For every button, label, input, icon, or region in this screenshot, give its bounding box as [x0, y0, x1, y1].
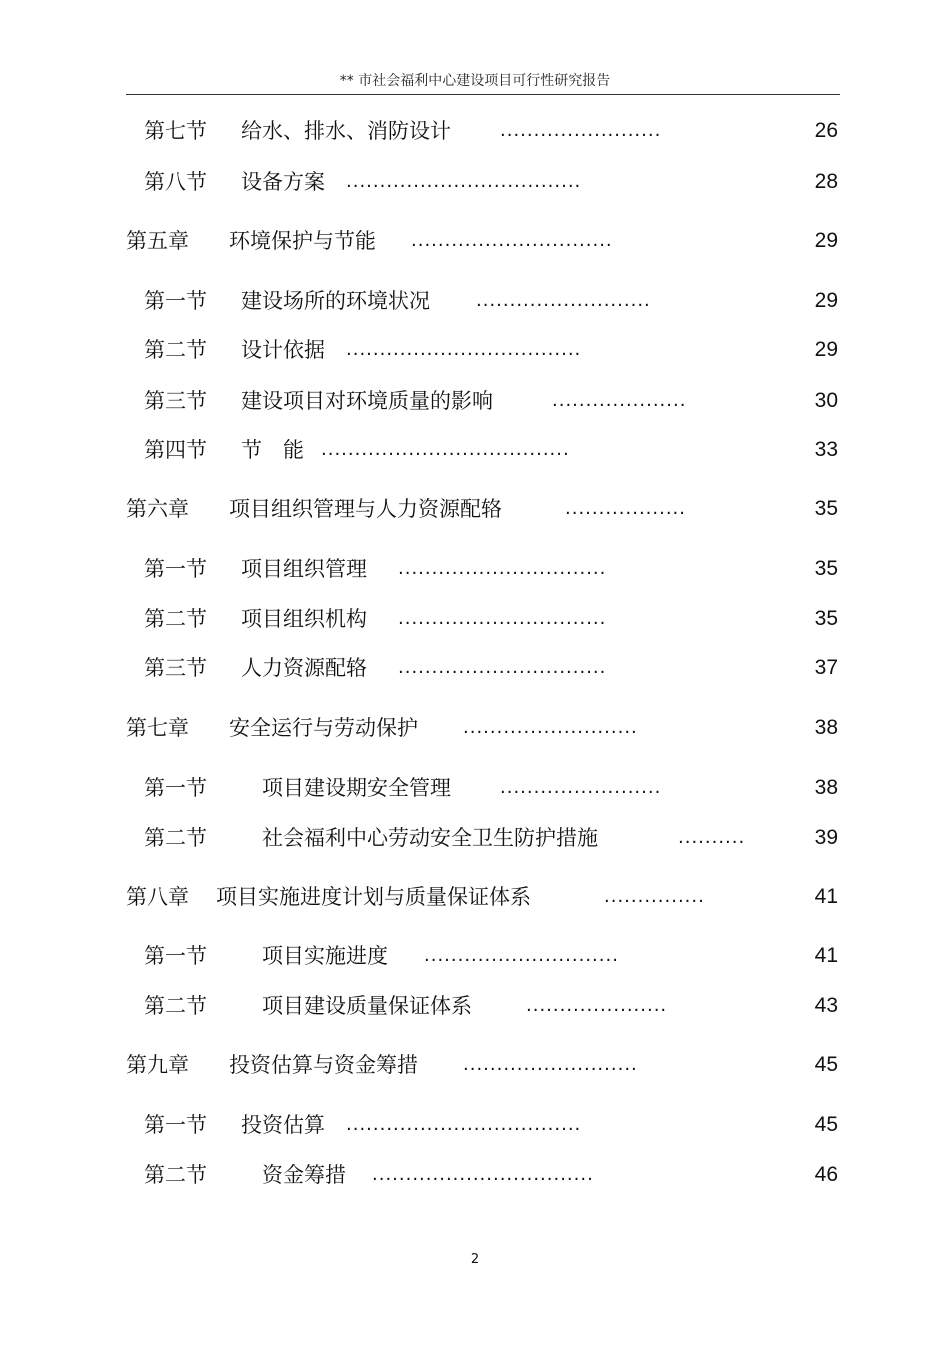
dot-leader: .....................: [526, 995, 668, 1016]
dot-leader: ...............: [604, 886, 705, 907]
entry-page-number: 29: [814, 229, 838, 252]
section-label: 第一节: [144, 1113, 207, 1137]
dot-leader: ..........: [678, 827, 746, 848]
entry-page-number: 45: [814, 1113, 838, 1136]
section-label: 第八节: [144, 170, 207, 194]
entry-title: 项目实施进度: [262, 944, 388, 968]
dot-leader: ..........................: [463, 717, 638, 738]
chapter-label: 第七章: [126, 716, 189, 740]
toc-entry[interactable]: [0, 773, 950, 803]
entry-title: 资金筹措: [262, 1163, 346, 1187]
entry-page-number: 37: [814, 656, 838, 679]
entry-title: 节 能: [241, 438, 304, 462]
section-label: 第一节: [144, 776, 207, 800]
entry-page-number: 30: [814, 389, 838, 412]
entry-page-number: 35: [814, 607, 838, 630]
entry-title: 项目建设质量保证体系: [262, 994, 472, 1018]
toc-entry[interactable]: [0, 653, 950, 683]
entry-page-number: 41: [814, 885, 838, 908]
entry-title: 设备方案: [241, 170, 325, 194]
dot-leader: .....................................: [321, 439, 570, 460]
entry-title: 人力资源配辂: [241, 656, 367, 680]
entry-page-number: 35: [814, 557, 838, 580]
dot-leader: ........................: [500, 120, 662, 141]
chapter-label: 第五章: [126, 229, 189, 253]
chapter-label: 第八章: [126, 885, 189, 909]
toc-entry[interactable]: [0, 823, 950, 853]
entry-page-number: 29: [814, 289, 838, 312]
entry-title: 安全运行与劳动保护: [229, 716, 418, 740]
entry-page-number: 33: [814, 438, 838, 461]
entry-page-number: 29: [814, 338, 838, 361]
toc-entry[interactable]: [0, 167, 950, 197]
section-label: 第二节: [144, 338, 207, 362]
section-label: 第三节: [144, 389, 207, 413]
section-label: 第四节: [144, 438, 207, 462]
dot-leader: ..................: [565, 498, 686, 519]
dot-leader: ..........................: [476, 290, 651, 311]
toc-entry[interactable]: [0, 1110, 950, 1140]
chapter-label: 第六章: [126, 497, 189, 521]
toc-entry[interactable]: [0, 494, 950, 524]
section-label: 第二节: [144, 994, 207, 1018]
toc-entry[interactable]: [0, 941, 950, 971]
entry-page-number: 35: [814, 497, 838, 520]
entry-title: 项目组织管理与人力资源配辂: [229, 497, 502, 521]
dot-leader: ...................................: [346, 339, 582, 360]
dot-leader: ..............................: [411, 230, 613, 251]
dot-leader: ...............................: [398, 558, 607, 579]
section-label: 第二节: [144, 1163, 207, 1187]
section-label: 第二节: [144, 826, 207, 850]
toc-entry[interactable]: [0, 1050, 950, 1080]
toc-entry[interactable]: [0, 713, 950, 743]
toc-entry[interactable]: [0, 116, 950, 146]
entry-page-number: 46: [814, 1163, 838, 1186]
entry-title: 建设项目对环境质量的影响: [241, 389, 493, 413]
dot-leader: ...................................: [346, 171, 582, 192]
entry-page-number: 38: [814, 716, 838, 739]
dot-leader: ..........................: [463, 1054, 638, 1075]
section-label: 第一节: [144, 557, 207, 581]
toc-entry[interactable]: [0, 1160, 950, 1190]
entry-title: 建设场所的环境状况: [241, 289, 430, 313]
dot-leader: ....................: [552, 390, 687, 411]
section-label: 第一节: [144, 944, 207, 968]
section-label: 第七节: [144, 119, 207, 143]
entry-page-number: 43: [814, 994, 838, 1017]
dot-leader: .................................: [372, 1164, 594, 1185]
entry-title: 给水、排水、消防设计: [241, 119, 451, 143]
toc-entry[interactable]: [0, 991, 950, 1021]
toc-entry[interactable]: [0, 286, 950, 316]
entry-title: 设计依据: [241, 338, 325, 362]
dot-leader: ...................................: [346, 1114, 582, 1135]
toc-entry[interactable]: [0, 435, 950, 465]
entry-title: 项目组织机构: [241, 607, 367, 631]
entry-title: 项目建设期安全管理: [262, 776, 451, 800]
toc-entry[interactable]: [0, 386, 950, 416]
entry-page-number: 45: [814, 1053, 838, 1076]
section-label: 第一节: [144, 289, 207, 313]
entry-title: 投资估算与资金筹措: [229, 1053, 418, 1077]
entry-page-number: 41: [814, 944, 838, 967]
toc-entry[interactable]: [0, 335, 950, 365]
section-label: 第三节: [144, 656, 207, 680]
running-header: ** 市社会福利中心建设项目可行性研究报告: [339, 73, 611, 89]
entry-page-number: 39: [814, 826, 838, 849]
dot-leader: .............................: [424, 945, 619, 966]
entry-title: 项目实施进度计划与质量保证体系: [216, 885, 531, 909]
dot-leader: ........................: [500, 777, 662, 798]
entry-title: 社会福利中心劳动安全卫生防护措施: [262, 826, 598, 850]
chapter-label: 第九章: [126, 1053, 189, 1077]
section-label: 第二节: [144, 607, 207, 631]
entry-title: 项目组织管理: [241, 557, 367, 581]
entry-page-number: 28: [814, 170, 838, 193]
toc-entry[interactable]: [0, 226, 950, 256]
toc-entry[interactable]: [0, 554, 950, 584]
entry-title: 环境保护与节能: [229, 229, 376, 253]
dot-leader: ...............................: [398, 608, 607, 629]
entry-page-number: 26: [814, 119, 838, 142]
toc-entry[interactable]: [0, 604, 950, 634]
page-number: 2: [470, 1252, 480, 1267]
entry-page-number: 38: [814, 776, 838, 799]
dot-leader: ...............................: [398, 657, 607, 678]
entry-title: 投资估算: [241, 1113, 325, 1137]
toc-entry[interactable]: [0, 882, 950, 912]
